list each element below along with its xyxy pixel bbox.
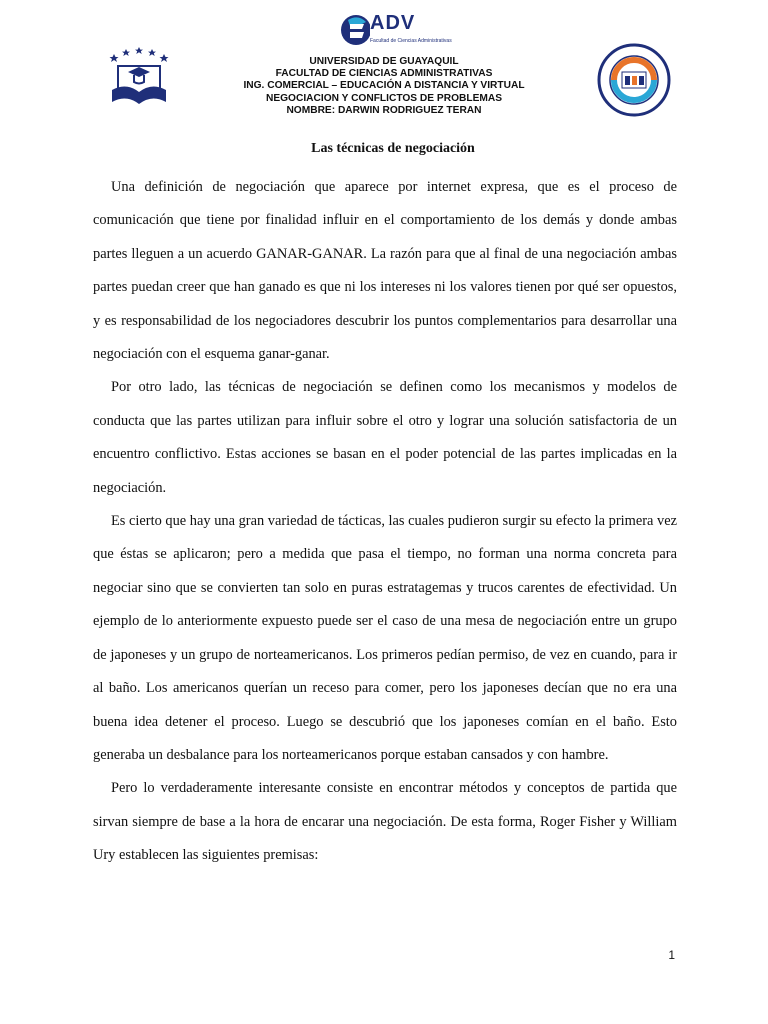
paragraph: Pero lo verdaderamente interesante consiste en encontrar métodos y conceptos de partida que sirvan siempre de base a la hora de encarar una negociación. De esta forma, Roger Fisher y William Ury establecen las siguientes premisas: [93, 780, 677, 864]
document-title: Las técnicas de negociación [311, 141, 475, 156]
header-program: ING. COMERCIAL – EDUCACIÓN A DISTANCIA Y VIRTUAL [243, 80, 525, 92]
adv-logo-subtitle: Facultad de Ciencias Administrativas [370, 38, 452, 44]
adv-logo-label: ADV [370, 12, 416, 34]
document-header [0, 56, 768, 117]
document-body [93, 171, 677, 873]
paragraph: Una definición de negociación que aparece por internet expresa, que es el proceso de comunicación que tiene por finalidad influir en el comportamiento de los demás y donde ambas partes lleguen a un acuerdo GANAR-GANAR. La razón para que al final de una negociación ambas partes puedan creer que han ganado es que ni los intereses ni los valores tienen por qué ser opuestos, y es responsabilidad de los negociadores descubrir los puntos complementarios para desarrollar una negociación con el esquema ganar-ganar. [93, 179, 677, 363]
paragraph: Por otro lado, las técnicas de negociación se definen como los mecanismos y modelos de conducta que las partes utilizan para influir sobre el otro y lograr una solución satisfactoria de un encuentro conflictivo. Estas acciones se basan en el poder potencial de las partes implicadas en la negociación. [93, 379, 677, 496]
header-author: NOMBRE: DARWIN RODRIGUEZ TERAN [286, 104, 482, 116]
header-university: UNIVERSIDAD DE GUAYAQUIL [309, 56, 459, 67]
header-faculty: FACULTAD DE CIENCIAS ADMINISTRATIVAS [275, 68, 493, 80]
header-subject: NEGOCIACION Y CONFLICTOS DE PROBLEMAS [265, 92, 503, 104]
adv-emblem-icon [338, 8, 370, 52]
page-number: 1 [668, 948, 675, 962]
paragraph: Es cierto que hay una gran variedad de tácticas, las cuales pudieron surgir su efecto la primera vez que éstas se aplicaron; pero a medida que pasa el tiempo, no forman una norma concreta para negociar sino que se convierten tan solo en puras estratagemas y trucos carentes de efectividad. Un ejemplo de lo anteriormente expuesto puede ser el caso de una mesa de negociación entre un grupo de japoneses y un grupo de norteamericanos. Los primeros pedían permiso, de vez en cuando, para ir al baño. Los americanos querían un receso para comer, pero los japoneses decían que no era una buena idea detener el proceso. Luego se descubrió que los japoneses comían en el baño. Esto generaba un desbalance para los norteamericanos porque estaban cansados y con hambre. [93, 513, 677, 763]
adv-logo [338, 8, 452, 54]
